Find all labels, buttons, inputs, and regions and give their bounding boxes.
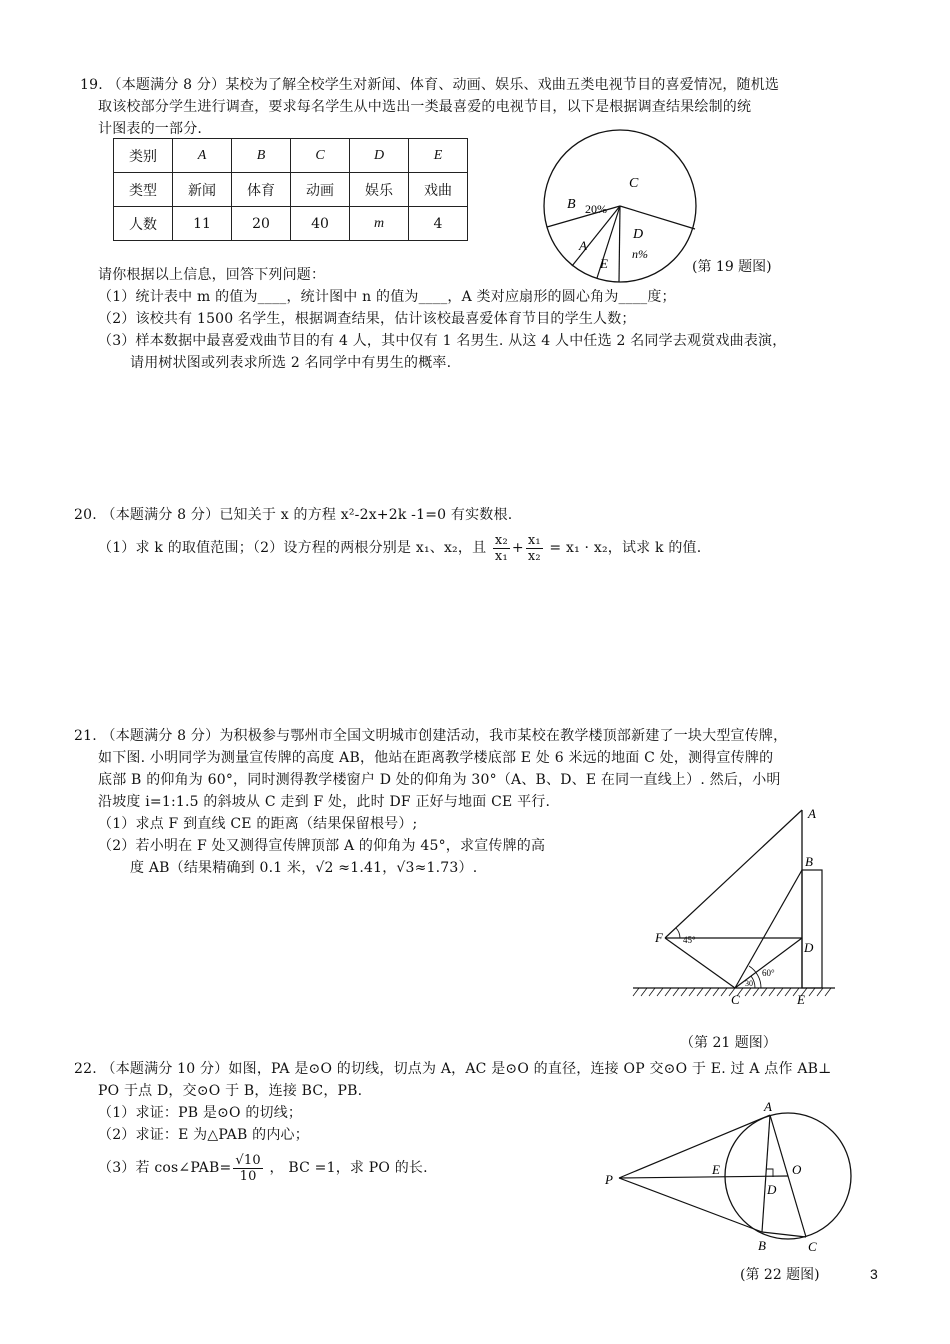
pie-label-d: D [633, 227, 644, 242]
q22-part-1: （1）求证：PB 是⊙O 的切线； [98, 1105, 303, 1121]
q22-figure-caption: (第 22 题图) [740, 1267, 820, 1283]
fraction-numerator: x₁ [527, 532, 541, 548]
table-cell: 类型 [114, 173, 173, 207]
line-pb [619, 1178, 762, 1232]
q20-line-1: 20. （本题满分 8 分）已知关于 x 的方程 x²-2x+2k -1=0 有实数根. [74, 507, 513, 523]
label-p: P [605, 1172, 613, 1187]
table-cell: 新闻 [173, 173, 232, 207]
line-ab [762, 1115, 770, 1232]
q21-line-4: 沿坡度 i=1:1.5 的斜坡从 C 走到 F 处，此时 DF 正好与地面 CE 平行. [98, 794, 551, 810]
pie-label-e: E [600, 256, 608, 271]
table-cell: C [291, 139, 350, 173]
label-f: F [655, 930, 663, 945]
fraction-denominator: x₁ [494, 548, 508, 564]
table-cell: D [350, 139, 409, 173]
angle-label-30: 30 [745, 979, 753, 988]
table-cell: m [350, 207, 409, 241]
q20-fraction-2 [526, 533, 543, 564]
q20-line-2 [98, 528, 701, 568]
pie-radius [619, 206, 620, 282]
angle-label-60: 60° [762, 968, 775, 978]
pie-label-b-pct: 20% [585, 202, 607, 216]
table-row [114, 139, 468, 173]
q21-line-1: 21. （本题满分 8 分）为积极参与鄂州市全国文明城市创建活动，我市某校在教学楼顶部新建了一块大型宣传牌， [74, 728, 788, 744]
q21-line-3: 底部 B 的仰角为 60°，同时测得教学楼窗户 D 处的仰角为 30°（A、B、D、E 在同一直线上）. 然后，小明 [98, 772, 781, 788]
q20-line-2-a: （1）求 k 的取值范围；（2）设方程的两根分别是 x₁、x₂，且 [98, 540, 487, 556]
label-b: B [805, 854, 813, 869]
q21-line-2: 如下图. 小明同学为测量宣传牌的高度 AB，他站在距离教学楼底部 E 处 6 米远的地面 C 处，测得宣传牌的 [98, 750, 774, 766]
label-c: C [731, 992, 740, 1007]
label-d: D [804, 940, 814, 955]
table-cell: 动画 [291, 173, 350, 207]
line-po [619, 1176, 788, 1178]
page-number: 3 [870, 1266, 878, 1282]
fraction-numerator: √10 [235, 1152, 261, 1168]
table-cell: 20 [232, 207, 291, 241]
q22-figure [598, 1098, 860, 1258]
table-cell: 戏曲 [409, 173, 468, 207]
q19-part-3-b: 请用树状图或列表求所选 2 名同学中有男生的概率. [130, 355, 452, 371]
q20-plus: + [511, 540, 524, 556]
q20-fraction-1 [493, 533, 510, 564]
pie-radius [620, 206, 695, 229]
pie-radius [547, 206, 620, 227]
label-c: C [808, 1239, 817, 1254]
q19-line-1: 19. （本题满分 8 分）某校为了解全校学生对新闻、体育、动画、娱乐、戏曲五类电视节目的喜爱情况，随机选 [80, 77, 780, 93]
table-cell: B [232, 139, 291, 173]
q22-line-1: 22. （本题满分 10 分）如图，PA 是⊙O 的切线，切点为 A，AC 是⊙O 的直径，连接 OP 交⊙O 于 E. 过 A 点作 AB⊥ [74, 1061, 832, 1077]
q19-line-2: 取该校部分学生进行调查，要求每名学生从中选出一类最喜爱的电视节目，以下是根据调查结果绘制的统 [98, 99, 752, 115]
q19-figure-caption: (第 19 题图) [692, 259, 772, 275]
angle-label-45: 45° [683, 935, 696, 945]
q22-part-3-a: （3）若 cos∠PAB= [98, 1160, 232, 1176]
q22-part-3-b: ， BC =1，求 PO 的长. [269, 1160, 428, 1176]
fraction-denominator: 10 [239, 1168, 257, 1184]
table-cell: 体育 [232, 173, 291, 207]
table-cell: 4 [409, 207, 468, 241]
line-pa [619, 1115, 770, 1178]
line-fa [665, 810, 802, 938]
q21-part-1: （1）求点 F 到直线 CE 的距离（结果保留根号）; [98, 816, 418, 832]
building [802, 870, 822, 988]
q19-part-1: （1）统计表中 m 的值为____，统计图中 n 的值为____，A 类对应扇形的圆心角为____度； [98, 289, 676, 305]
q21-figure [625, 800, 840, 1030]
label-d: D [767, 1182, 777, 1197]
label-a: A [808, 806, 816, 821]
table-cell: 40 [291, 207, 350, 241]
label-a: A [764, 1099, 772, 1114]
table-cell: E [409, 139, 468, 173]
table-cell: 娱乐 [350, 173, 409, 207]
q21-part-2-a: （2）若小明在 F 处又测得宣传牌顶部 A 的仰角为 45°，求宣传牌的高 [98, 838, 546, 854]
table-cell: 11 [173, 207, 232, 241]
q21-figure-caption: （第 21 题图） [680, 1035, 777, 1051]
label-e: E [712, 1162, 720, 1177]
q19-prompt: 请你根据以上信息，回答下列问题： [98, 267, 326, 283]
label-e: E [797, 992, 805, 1007]
label-b: B [758, 1238, 766, 1253]
q21-part-2-b: 度 AB（结果精确到 0.1 米，√2 ≈1.41，√3≈1.73）. [130, 860, 478, 876]
label-o: O [792, 1162, 802, 1177]
q19-part-2: （2）该校共有 1500 名学生，根据调查结果，估计该校最喜爱体育节目的学生人数； [98, 311, 636, 327]
pie-label-d-pct: n% [632, 247, 648, 261]
table-cell: 人数 [114, 207, 173, 241]
table-cell: A [173, 139, 232, 173]
q22-fraction [233, 1153, 262, 1184]
pie-label-a: A [579, 238, 587, 253]
pie-label-c: C [629, 176, 639, 191]
q22-part-3 [98, 1148, 428, 1192]
table-cell: 类别 [114, 139, 173, 173]
q22-line-2: PO 于点 D，交⊙O 于 B，连接 BC，PB. [98, 1083, 363, 1099]
angle-arc-45 [676, 928, 680, 938]
q19-line-3: 计图表的一部分. [98, 121, 203, 137]
q20-line-2-b: = x₁ · x₂，试求 k 的值. [549, 540, 702, 556]
table-row [114, 207, 468, 241]
q19-stat-table [113, 138, 468, 241]
fraction-denominator: x₂ [527, 548, 541, 564]
q19-part-3-a: （3）样本数据中最喜爱戏曲节目的有 4 人，其中仅有 1 名男生. 从这 4 人中任选 2 名同学去观赏戏曲表演， [98, 333, 787, 349]
line-fc [665, 938, 735, 988]
pie-label-b: B [567, 197, 576, 212]
q22-part-2: （2）求证：E 为△PAB 的内心； [98, 1127, 309, 1143]
fraction-numerator: x₂ [494, 532, 508, 548]
table-row [114, 173, 468, 207]
